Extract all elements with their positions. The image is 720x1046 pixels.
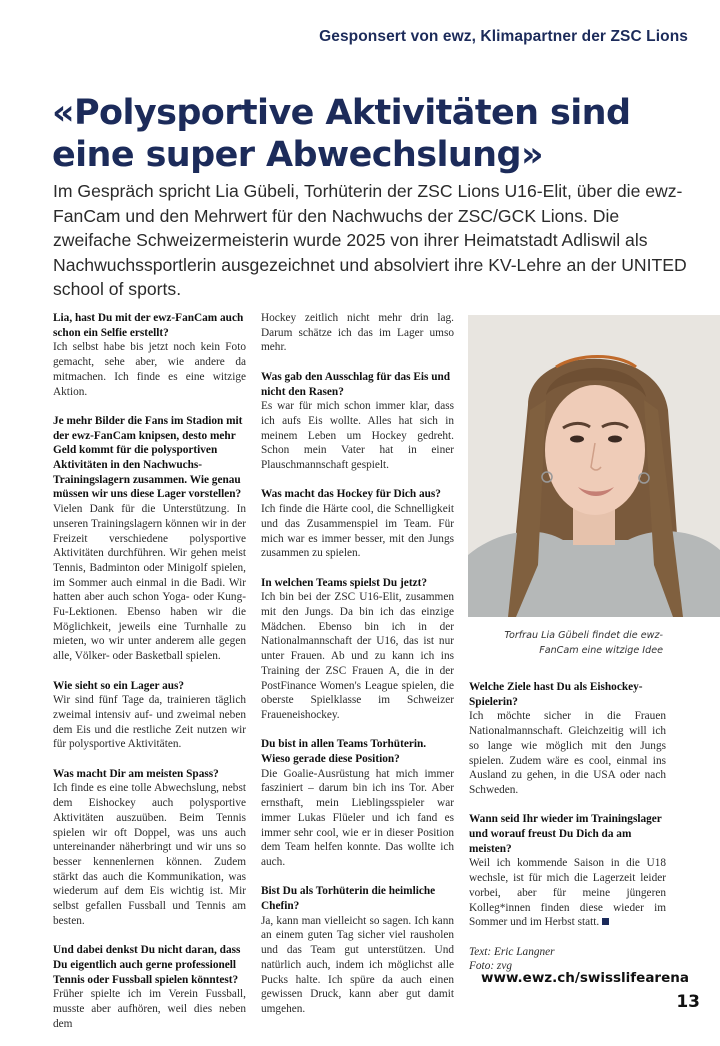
qa-block (53, 767, 246, 929)
answer-text: Weil ich kommende Saison in die U18 wechsle, ist für mich die Lagerzeit leider vorbei, aber für meine jüngeren Kolleg*innen finden diese wieder im Sommer und im Herbst statt. (469, 857, 666, 929)
text-column-3 (469, 680, 666, 974)
question: Und dabei denkst Du nicht daran, dass Du eigentlich auch gerne professionell Tennis oder Fussball spielen könntest? (53, 944, 241, 986)
answer: Ja, kann man vielleicht so sagen. Ich kann an einem guten Tag sicher viel rausholen und das Team gut unterstützen. Und natürlich auch, indem ich möglichst alle Pucks halte. Ich spüre da auch einen gewissen Druck, kann aber gut damit umgehen. (261, 914, 454, 1015)
answer: Vielen Dank für die Unterstützung. In unseren Trainingslagern können wir in der Freizeit verschiedene polysportive Aktivitäten durchführen. Wir gehen meist Tennis, Badminton oder Minigolf spielen, im Sommer auch einmal in die Badi. Wir hatten aber auch schon Yoga- oder Kung-Fu-Lektionen. Ebenso haben wir die Möglichkeit, jeweils eine Turnhalle zu mieten, wo wir unter anderem alle gegen alle, Völker- oder Basketball spielen. (53, 503, 246, 663)
question: Was macht das Hockey für Dich aus? (261, 488, 441, 501)
qa-block (261, 487, 454, 561)
article-title (52, 92, 692, 176)
answer-last (469, 856, 666, 930)
article-lead: Im Gespräch spricht Lia Gübeli, Torhüterin der ZSC Lions U16-Elit, über die ewz-FanCam und den Mehrwert für den Nachwuchs der ZSC/GCK Lions. Die zweifache Schweizermeisterin wurde 2025 von ihrer Heimatstadt Adliswil als Nachwuchssportlerin ausgezeichnet und absolviert ihre KV-Lehre an der UNITED school of sports. (53, 181, 687, 299)
question: Lia, hast Du mit der ewz-FanCam auch schon ein Selfie erstellt? (53, 312, 244, 339)
question: Was macht Dir am meisten Spass? (53, 767, 219, 780)
photo-caption: Torfrau Lia Gübeli findet die ewz-FanCam eine witzige Idee (504, 630, 663, 656)
qa-block (53, 311, 246, 399)
question: Wann seid Ihr wieder im Trainingslager und worauf freust Du Dich da am meisten? (469, 813, 662, 855)
qa-block (53, 943, 246, 1031)
qa-block (469, 812, 666, 930)
answer: Ich finde die Härte cool, die Schnelligkeit und das Zusammenspiel im Team. Für mich war es immer besser, mit den Jungs zusammen zu spielen. (261, 503, 454, 560)
answer: Es war für mich schon immer klar, dass ich aufs Eis wollte. Alles hat sich in meinem Leben um Hockey gedreht. Schon mein Vater hat in einer Plauschmannschaft gespielt. (261, 400, 454, 472)
qa-block (261, 370, 454, 473)
qa-block (261, 576, 454, 723)
qa-block (261, 884, 454, 1016)
portrait-photo (468, 315, 720, 617)
page-number: 13 (676, 992, 700, 1012)
footer-url[interactable]: www.ewz.ch/swisslifearena (481, 970, 689, 986)
question: Was gab den Ausschlag für das Eis und nicht den Rasen? (261, 370, 451, 398)
question: Bist Du als Torhüterin die heimliche Chefin? (261, 885, 436, 913)
qa-block (53, 679, 246, 753)
answer-continued: Hockey zeitlich nicht mehr drin lag. Darum schätze ich das im Lager umso mehr. (261, 312, 454, 354)
qa-block (469, 680, 666, 798)
answer: Wir sind fünf Tage da, trainieren täglich zweimal intensiv auf- und zweimal neben dem Eis und die restliche Zeit nutzen wir für polysportive Aktivitäten. (53, 694, 246, 751)
question: Welche Ziele hast Du als Eishockey-Spielerin? (469, 681, 643, 708)
answer: Ich möchte sicher in die Frauen Nationalmannschaft. Gleichzeitig will ich so lange wie möglich mit den Jungs spielen. Zudem wäre es cool, einmal ins Ausland zu gehen, in die USA oder nach Schweden. (469, 710, 666, 796)
text-column-1 (53, 311, 246, 1046)
text-credit: Text: Eric Langner (469, 945, 555, 958)
title-line-2: eine super Abwechslung» (52, 135, 543, 175)
answer: Ich selbst habe bis jetzt noch kein Foto gemacht, sehe aber, wie andere da mitmachen. Ich finde es eine witzige Aktion. (53, 341, 246, 398)
end-of-article-square-icon (602, 918, 609, 925)
answer: Früher spielte ich im Verein Fussball, musste aber aufhören, weil dies neben dem (53, 988, 246, 1030)
answer: Ich finde es eine tolle Abwechslung, nebst dem Eishockey auch polysportive Aktivitäten auszuüben. Beim Tennis spielen wir oft Doppel, was uns auch untereinander näherbringt und wir uns so besser kennenlernen können. Zudem stärkt das auch die Kommunikation, was wiederum auf dem Eis wichtig ist. Mir selbst gefallen Fussball und Tennis am besten. (53, 782, 246, 927)
question: In welchen Teams spielst Du jetzt? (261, 576, 427, 589)
title-line-1: «Polysportive Aktivitäten sind (52, 93, 631, 133)
answer: Ich bin bei der ZSC U16-Elit, zusammen mit den Jungs. Da bin ich das einzige Mädchen. Ebenso bin ich in der Nationalmannschaft der U16, das ist nur unter Frauen. Ab und zu kann ich ins Training der ZSC Frauen A, die in der PostFinance Women's League spielen, die oberste Spielklasse im Schweizer Fraueneishockey. (261, 591, 454, 721)
qa-block (261, 311, 454, 355)
sponsor-line: Gesponsert von ewz, Klimapartner der ZSC Lions (319, 28, 688, 45)
question: Du bist in allen Teams Torhüterin. Wieso gerade diese Position? (261, 738, 427, 766)
qa-block (53, 414, 246, 664)
qa-block (261, 737, 454, 869)
photo-credit: Foto: zvg (469, 960, 512, 973)
question: Wie sieht so ein Lager aus? (53, 679, 185, 692)
answer: Die Goalie-Ausrüstung hat mich immer fasziniert – darum bin ich ins Tor. Aber ernsthaft, mein Lieblingsspieler war immer Lukas Flüeler und ich fand es immer sehr cool, wie er in dieser Position dem Team helfen konnte. Das wollte ich auch. (261, 767, 454, 868)
question: Je mehr Bilder die Fans im Stadion mit der ewz-FanCam knipsen, desto mehr Geld kommt für die polysportiven Aktivitäten in den Nachwuchs-Trainingslagern zusammen. Wie genau müssen wir uns diese Lager vorstellen? (53, 414, 243, 501)
text-column-2 (261, 311, 454, 1031)
portrait-image-icon (468, 315, 720, 617)
